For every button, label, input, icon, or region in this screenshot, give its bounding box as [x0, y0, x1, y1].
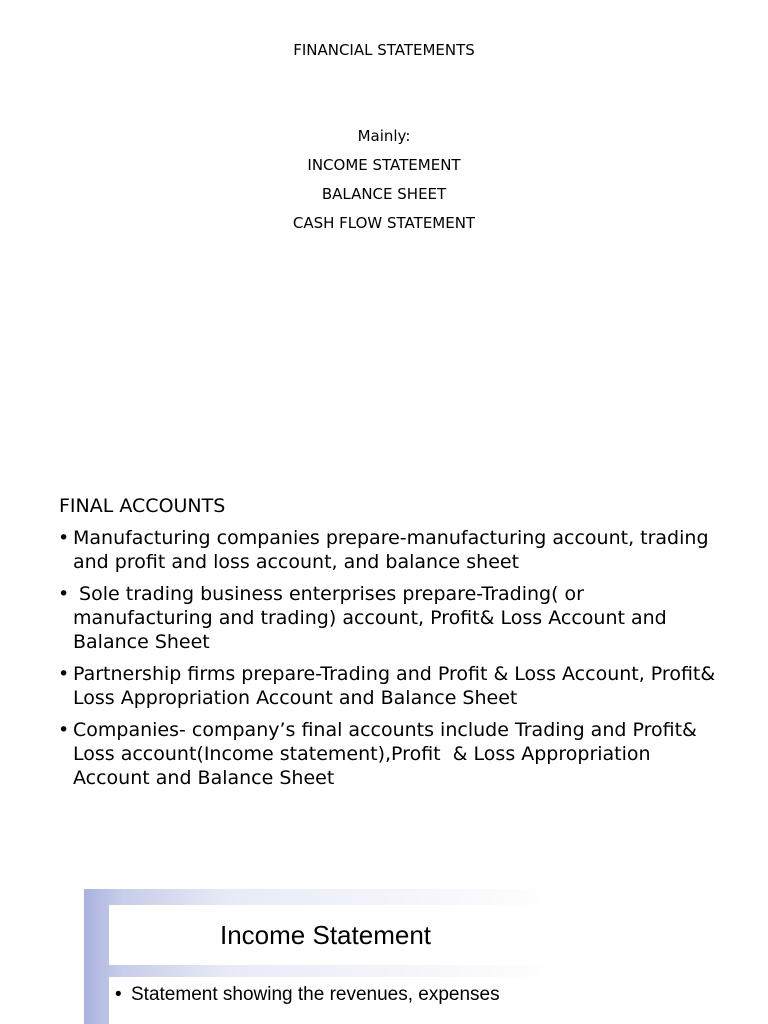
slide-bullet-icon: • — [115, 984, 122, 1005]
list-item — [58, 662, 728, 710]
final-accounts-list — [58, 526, 728, 798]
slide-title-box — [109, 905, 542, 965]
list-item-text: Sole trading business enterprises prepare-Trading( or manufacturing and trading) account, Profit& Loss Account and Balance Sheet — [73, 583, 673, 653]
slide-body-box — [109, 977, 542, 1024]
bullet-icon: • — [58, 527, 70, 549]
bullet-icon: • — [58, 583, 70, 605]
final-accounts-heading: FINAL ACCOUNTS — [59, 495, 226, 517]
bullet-icon: • — [58, 663, 70, 685]
statement-item-income: INCOME STATEMENT — [307, 156, 461, 174]
list-item-text: Partnership firms prepare-Trading and Profit & Loss Account, Profit& Loss Appropriation Account and Balance Sheet — [73, 663, 716, 709]
list-item — [58, 582, 728, 654]
document-title: FINANCIAL STATEMENTS — [293, 41, 475, 59]
income-statement-slide-image — [84, 889, 567, 1024]
intro-label: Mainly: — [357, 127, 411, 145]
bullet-icon: • — [58, 719, 70, 741]
statement-item-cashflow: CASH FLOW STATEMENT — [292, 214, 476, 232]
statement-item-balance: BALANCE SHEET — [321, 185, 447, 203]
list-item-text: Companies- company’s final accounts include Trading and Profit& Loss account(Income statement),Profit & Loss Appropriation Account and Balance Sheet — [73, 719, 703, 789]
list-item — [58, 526, 728, 574]
list-item — [58, 718, 728, 790]
list-item-text: Manufacturing companies prepare-manufacturing account, trading and profit and loss account, and balance sheet — [73, 527, 709, 573]
slide-title: Income Statement — [220, 920, 431, 950]
slide-bullet-text: Statement showing the revenues, expenses — [131, 984, 500, 1005]
